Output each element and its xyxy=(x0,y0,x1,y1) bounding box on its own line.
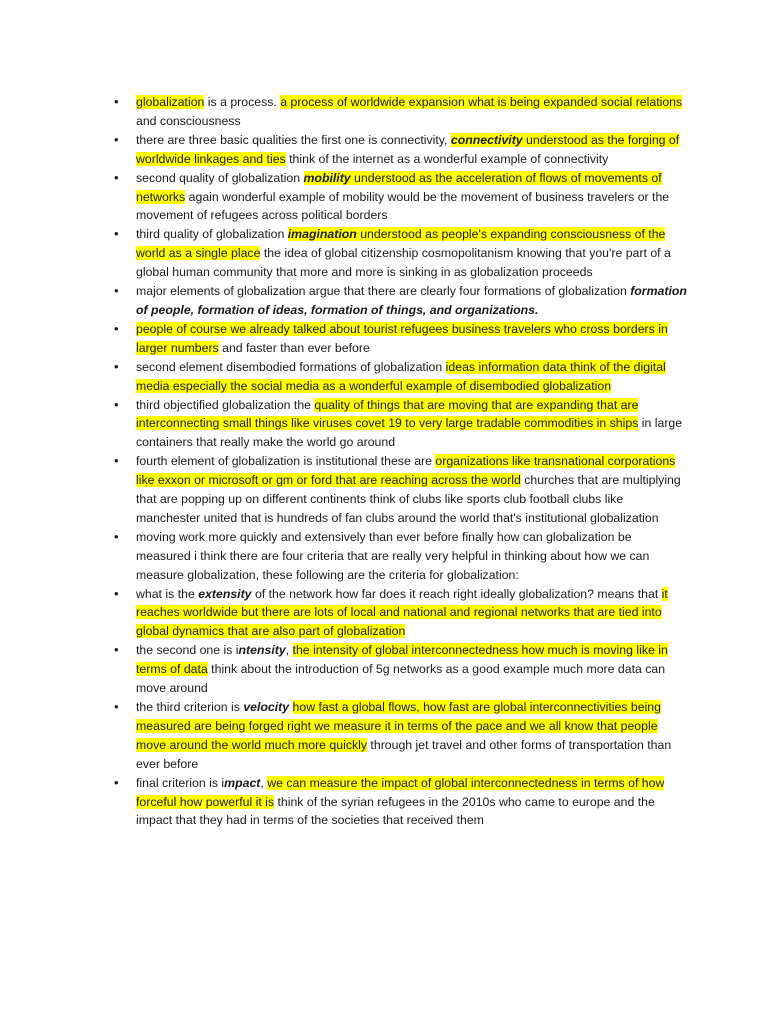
body-text: churches that are multiplying that are popping up on different continents think of clubs like sports club football clubs like manchester united that is hundreds of fan clubs around the world that's institutional globalization xyxy=(136,473,681,525)
body-text: of the network how far does it reach right ideally globalization? means that xyxy=(251,586,662,601)
highlighted-text: imagination xyxy=(287,227,357,242)
emphasized-text: ntensity xyxy=(238,643,286,658)
body-text: is a process. xyxy=(204,95,281,109)
bullet-item xyxy=(108,358,688,396)
bullet-item xyxy=(108,131,688,169)
body-text: the second one is i xyxy=(136,643,239,658)
bullet-item xyxy=(108,396,688,453)
highlighted-text: ideas information data think of the digital media especially the social media as a wonderful example of disembodied globalization xyxy=(136,359,666,393)
body-text: think of the syrian refugees in the 2010s who came to europe and the impact that they had in terms of the societies that received them xyxy=(136,794,655,828)
bullet-item xyxy=(108,320,688,358)
body-text: moving work more quickly and extensively than ever before finally how can globalization be measured i think there are four criteria that are really very helpful in thinking about how we can measure globalization, these following are the criteria for globalization: xyxy=(136,529,650,582)
bullet-item xyxy=(108,225,688,282)
bullet-item xyxy=(108,282,688,320)
emphasized-text: velocity xyxy=(243,700,290,714)
highlighted-text: understood as the acceleration of flows of movements of networks xyxy=(136,170,662,204)
body-text: again wonderful example of mobility would be the movement of business travelers or the movement of refugees across political borders xyxy=(136,189,670,223)
highlighted-text: connectivity xyxy=(450,132,523,147)
bullet-item xyxy=(108,641,688,698)
highlighted-text: organizations like transnational corporations like exxon or microsoft or gm or ford that are reaching across the world xyxy=(136,454,676,488)
body-text: through jet travel and other forms of transportation than ever before xyxy=(136,737,672,771)
bullet-list xyxy=(108,93,688,830)
bullet-item xyxy=(108,698,688,774)
body-text: the idea of global citizenship cosmopolitanism knowing that you're part of a global human community that more and more is sinking in as globalization proceeds xyxy=(136,246,671,280)
bullet-item xyxy=(108,528,688,585)
bullet-item xyxy=(108,93,688,131)
highlighted-text: we can measure the impact of global interconnectedness in terms of how forceful how powerful it is xyxy=(136,775,665,809)
body-text: what is the xyxy=(136,586,199,601)
body-text: think of the internet as a wonderful example of connectivity xyxy=(285,151,609,166)
body-text: second quality of globalization xyxy=(136,170,304,185)
bullet-item xyxy=(108,774,688,831)
bullet-item xyxy=(108,169,688,226)
highlighted-text: people of course we already talked about tourist refugees business travelers who cross borders in larger numbers xyxy=(136,321,668,355)
highlighted-text: how fast a global flows, how fast are global interconnectivities being measured are being forged right we measure it in terms of the pace and we all know that people move around the world much more quickly xyxy=(136,700,661,752)
body-text: , xyxy=(260,775,268,790)
body-text: and consciousness xyxy=(136,113,241,128)
highlighted-text: quality of things that are moving that are expanding that are interconnecting small things like viruses covet 19 to very large tradable commodities in ships xyxy=(136,397,639,431)
body-text: think about the introduction of 5g networks as a good example much more data can move around xyxy=(136,662,666,696)
highlighted-text: the intensity of global interconnectedness how much is moving like in terms of data xyxy=(136,643,668,677)
body-text: and faster than ever before xyxy=(218,340,370,355)
bullet-item xyxy=(108,452,688,528)
highlighted-text: understood as the forging of worldwide linkages and ties xyxy=(136,132,680,166)
emphasized-text: extensity xyxy=(198,586,252,601)
body-text: major elements of globalization argue that there are clearly four formations of globalization xyxy=(136,284,631,299)
highlighted-text: mobility xyxy=(303,170,351,185)
body-text: in large containers that really make the world go around xyxy=(136,416,683,450)
body-text: second element disembodied formations of globalization xyxy=(136,359,446,374)
body-text: the third criterion is xyxy=(136,700,244,714)
body-text: there are three basic qualities the first one is connectivity, xyxy=(136,132,451,147)
highlighted-text: it reaches worldwide but there are lots of local and national and regional networks that are tied into global dynamics that are also part of globalization xyxy=(136,586,668,639)
body-text: , xyxy=(285,643,293,658)
highlighted-text: a process of worldwide expansion what is being expanded social relations xyxy=(280,95,683,109)
emphasized-text: mpact xyxy=(224,775,261,790)
body-text: third quality of globalization xyxy=(136,227,288,242)
body-text: final criterion is i xyxy=(136,775,225,790)
highlighted-text: globalization xyxy=(136,95,205,109)
bullet-item xyxy=(108,585,688,642)
body-text: third objectified globalization the xyxy=(136,397,315,412)
emphasized-text: formation of people, formation of ideas, formation of things, and organizations. xyxy=(136,284,687,317)
body-text: fourth element of globalization is institutional these are xyxy=(136,454,436,469)
highlighted-text: understood as people's expanding consciousness of the world as a single place xyxy=(136,227,666,261)
